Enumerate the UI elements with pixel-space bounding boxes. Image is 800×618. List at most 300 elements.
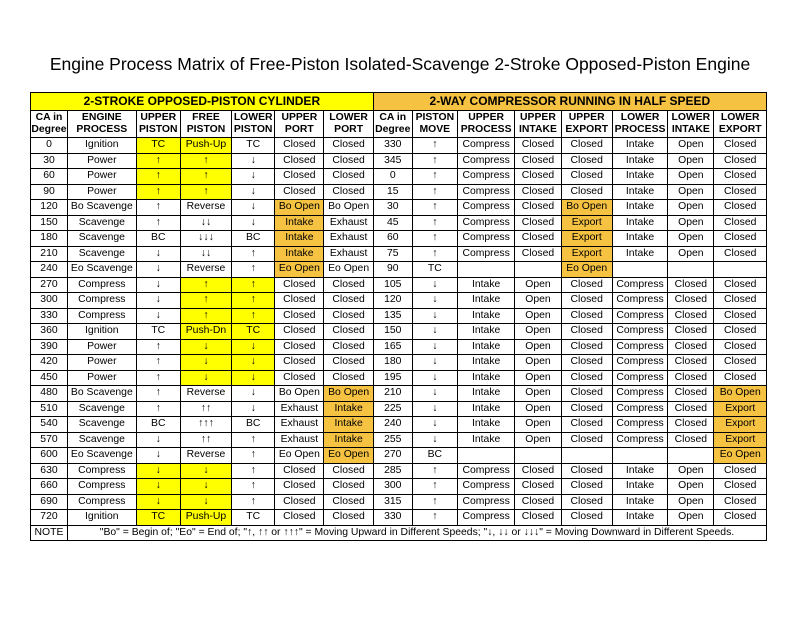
table-cell: 15	[373, 184, 412, 200]
column-header	[275, 111, 324, 138]
table-cell: Power	[67, 184, 136, 200]
table-cell: ↓	[232, 386, 275, 402]
table-cell: Closed	[515, 246, 561, 262]
table-cell: Closed	[275, 370, 324, 386]
table-row	[31, 510, 767, 526]
table-cell: Closed	[515, 200, 561, 216]
table-cell: Compress	[457, 153, 514, 169]
table-cell	[612, 262, 667, 278]
table-cell: ↓	[232, 215, 275, 231]
table-cell: 105	[373, 277, 412, 293]
table-cell: ↓	[136, 308, 180, 324]
table-cell: BC	[232, 417, 275, 433]
table-cell: Compress	[67, 479, 136, 495]
table-cell: Closed	[668, 277, 714, 293]
column-header	[515, 111, 561, 138]
table-cell: Closed	[561, 355, 612, 371]
table-cell: Intake	[457, 417, 514, 433]
column-header	[561, 111, 612, 138]
table-cell	[515, 262, 561, 278]
table-cell: Closed	[324, 479, 373, 495]
table-cell: 75	[373, 246, 412, 262]
table-cell: Eo Open	[275, 262, 324, 278]
column-header-line: FREE	[192, 112, 220, 123]
table-cell: ↓	[232, 370, 275, 386]
table-cell: 390	[31, 339, 68, 355]
table-cell: 570	[31, 432, 68, 448]
column-header-line: PISTON	[186, 124, 226, 135]
table-cell: ↑	[232, 463, 275, 479]
table-cell: Closed	[275, 494, 324, 510]
table-cell: TC	[232, 138, 275, 154]
table-row	[31, 448, 767, 464]
column-header-line: Degree	[375, 124, 411, 135]
table-cell: ↑	[412, 231, 457, 247]
table-cell: Intake	[612, 169, 667, 185]
table-cell	[612, 448, 667, 464]
table-cell: Closed	[275, 324, 324, 340]
table-cell: 300	[373, 479, 412, 495]
table-cell: ↓	[136, 246, 180, 262]
table-cell: ↓	[232, 200, 275, 216]
table-cell: Intake	[457, 370, 514, 386]
table-cell: ↑	[136, 215, 180, 231]
table-cell: 660	[31, 479, 68, 495]
table-cell: Compress	[612, 277, 667, 293]
table-cell: Bo Open	[561, 200, 612, 216]
table-cell	[668, 262, 714, 278]
table-cell: Compress	[67, 463, 136, 479]
table-cell: Compress	[67, 494, 136, 510]
table-cell: 270	[373, 448, 412, 464]
column-header-line: UPPER	[281, 112, 318, 123]
table-cell: Open	[515, 308, 561, 324]
table-row	[31, 169, 767, 185]
column-header-line: ENGINE	[81, 112, 122, 123]
table-cell: TC	[136, 138, 180, 154]
table-cell: Open	[668, 463, 714, 479]
table-cell: ↑	[232, 277, 275, 293]
table-cell	[515, 448, 561, 464]
table-cell: Compress	[612, 355, 667, 371]
table-cell: ↓	[136, 479, 180, 495]
table-cell: Intake	[457, 324, 514, 340]
table-cell	[457, 262, 514, 278]
table-cell: Compress	[457, 200, 514, 216]
table-row	[31, 277, 767, 293]
table-row	[31, 494, 767, 510]
table-cell: Closed	[324, 494, 373, 510]
table-cell: Intake	[324, 432, 373, 448]
column-header-line: PISTON	[139, 124, 178, 135]
table-cell: 195	[373, 370, 412, 386]
column-header-line: LOWER	[671, 112, 711, 123]
table-cell: 315	[373, 494, 412, 510]
table-cell: ↑	[180, 308, 231, 324]
table-cell: Bo Open	[275, 386, 324, 402]
table-cell: Closed	[515, 169, 561, 185]
table-cell: Exhaust	[275, 417, 324, 433]
table-cell: Closed	[668, 293, 714, 309]
note-row	[31, 525, 767, 541]
column-header-line: UPPER	[140, 112, 177, 123]
table-cell	[457, 448, 514, 464]
table-cell: 150	[373, 324, 412, 340]
table-cell: ↓	[180, 339, 231, 355]
table-cell: ↑	[232, 432, 275, 448]
table-cell: Intake	[612, 138, 667, 154]
table-cell: Closed	[561, 463, 612, 479]
table-cell: 180	[31, 231, 68, 247]
table-cell: Push-Dn	[180, 324, 231, 340]
table-cell: Compress	[612, 293, 667, 309]
table-cell: Intake	[324, 401, 373, 417]
table-cell: Compress	[612, 308, 667, 324]
table-cell: Intake	[275, 215, 324, 231]
table-cell: Compress	[457, 169, 514, 185]
table-cell: ↓	[232, 339, 275, 355]
table-cell: 690	[31, 494, 68, 510]
table-cell: ↓	[180, 463, 231, 479]
table-cell: Export	[561, 231, 612, 247]
table-cell: 210	[31, 246, 68, 262]
column-header-line: PROCESS	[460, 124, 512, 135]
table-cell: Intake	[457, 386, 514, 402]
table-cell: Compress	[457, 184, 514, 200]
table-cell: ↑	[136, 339, 180, 355]
table-cell: ↓	[412, 339, 457, 355]
table-cell: Closed	[714, 231, 767, 247]
table-cell: Power	[67, 169, 136, 185]
table-cell: Open	[668, 184, 714, 200]
table-cell: TC	[412, 262, 457, 278]
table-cell: Closed	[324, 339, 373, 355]
table-cell: ↓	[232, 153, 275, 169]
table-cell: Closed	[561, 432, 612, 448]
column-header-line: CA in	[379, 112, 407, 123]
table-cell: Power	[67, 370, 136, 386]
table-cell: 0	[31, 138, 68, 154]
table-cell: Scavenge	[67, 231, 136, 247]
table-cell: Compress	[457, 479, 514, 495]
table-cell: ↓	[412, 324, 457, 340]
column-header-line: CA in	[35, 112, 63, 123]
column-header-line: INTAKE	[519, 124, 557, 135]
column-header-line: PISTON	[233, 124, 273, 135]
group-header-cylinder: 2-STROKE OPPOSED-PISTON CYLINDER	[31, 93, 374, 111]
table-cell: Closed	[561, 293, 612, 309]
table-cell: Exhaust	[275, 401, 324, 417]
table-cell: ↑	[180, 169, 231, 185]
table-cell: Scavenge	[67, 417, 136, 433]
table-cell: ↓	[412, 355, 457, 371]
table-cell: Open	[668, 231, 714, 247]
table-cell: Closed	[714, 138, 767, 154]
table-cell: Exhaust	[275, 432, 324, 448]
table-cell: ↑	[412, 169, 457, 185]
table-cell: Open	[515, 293, 561, 309]
table-cell: ↑	[412, 215, 457, 231]
table-cell: 480	[31, 386, 68, 402]
table-cell: Reverse	[180, 200, 231, 216]
table-cell: Compress	[612, 370, 667, 386]
table-cell: ↓	[232, 401, 275, 417]
table-cell: Closed	[561, 169, 612, 185]
column-header	[412, 111, 457, 138]
table-cell: Closed	[714, 324, 767, 340]
column-header	[612, 111, 667, 138]
table-cell: Compress	[612, 401, 667, 417]
table-cell: ↑	[180, 153, 231, 169]
table-cell: Closed	[714, 277, 767, 293]
table-cell: Closed	[714, 510, 767, 526]
table-cell: Closed	[275, 479, 324, 495]
table-cell: Reverse	[180, 262, 231, 278]
table-cell: Intake	[457, 339, 514, 355]
table-cell: Closed	[275, 463, 324, 479]
table-cell: 225	[373, 401, 412, 417]
table-cell: ↓↓	[180, 246, 231, 262]
table-row	[31, 153, 767, 169]
table-cell: Closed	[668, 401, 714, 417]
table-cell: ↑	[412, 184, 457, 200]
table-cell: ↑	[232, 479, 275, 495]
table-cell: Scavenge	[67, 246, 136, 262]
table-cell: ↓	[232, 184, 275, 200]
table-cell: ↓	[180, 355, 231, 371]
table-cell: ↑↑	[180, 401, 231, 417]
table-cell: 240	[31, 262, 68, 278]
table-cell: ↑	[412, 246, 457, 262]
table-row	[31, 324, 767, 340]
table-cell: ↑	[180, 184, 231, 200]
table-cell: Closed	[668, 417, 714, 433]
table-cell: Compress	[67, 293, 136, 309]
table-cell: Closed	[275, 153, 324, 169]
table-cell: ↑	[412, 510, 457, 526]
column-header-line: LOWER	[329, 112, 368, 123]
table-cell: 120	[31, 200, 68, 216]
table-cell: Open	[515, 386, 561, 402]
table-cell: 360	[31, 324, 68, 340]
table-cell: ↑	[232, 308, 275, 324]
table-cell: Closed	[515, 463, 561, 479]
table-cell: 540	[31, 417, 68, 433]
table-cell: Export	[714, 432, 767, 448]
table-cell: Export	[561, 215, 612, 231]
note-label: NOTE	[31, 525, 68, 541]
table-cell: Open	[515, 339, 561, 355]
table-cell: Intake	[612, 246, 667, 262]
table-cell: Closed	[668, 355, 714, 371]
table-cell: Ignition	[67, 324, 136, 340]
table-cell: Eo Open	[275, 448, 324, 464]
table-row	[31, 200, 767, 216]
table-cell: Closed	[561, 277, 612, 293]
table-cell: Intake	[275, 246, 324, 262]
table-cell: Intake	[457, 401, 514, 417]
table-cell: Closed	[714, 370, 767, 386]
table-cell: Closed	[561, 510, 612, 526]
table-cell: Closed	[275, 138, 324, 154]
table-cell: Intake	[612, 184, 667, 200]
table-cell: ↓↓↓	[180, 231, 231, 247]
table-cell: Exhaust	[324, 215, 373, 231]
table-cell: BC	[136, 231, 180, 247]
table-cell: Export	[561, 246, 612, 262]
table-cell: Closed	[275, 339, 324, 355]
table-cell: ↑	[232, 262, 275, 278]
table-cell: Closed	[324, 463, 373, 479]
table-cell: Closed	[324, 510, 373, 526]
table-cell: Closed	[561, 370, 612, 386]
table-cell: Closed	[714, 293, 767, 309]
table-cell: Closed	[561, 308, 612, 324]
table-cell: 0	[373, 169, 412, 185]
table-cell: 90	[31, 184, 68, 200]
table-row	[31, 184, 767, 200]
table-row	[31, 355, 767, 371]
table-cell: Open	[668, 246, 714, 262]
table-cell: Closed	[515, 138, 561, 154]
table-cell: ↓	[412, 308, 457, 324]
engine-process-matrix	[30, 92, 767, 541]
table-cell: Compress	[457, 463, 514, 479]
table-cell: Closed	[515, 215, 561, 231]
table-cell: 30	[373, 200, 412, 216]
table-cell: 180	[373, 355, 412, 371]
table-cell: Open	[668, 494, 714, 510]
table-cell: Closed	[324, 370, 373, 386]
table-cell: 450	[31, 370, 68, 386]
table-cell: Closed	[324, 308, 373, 324]
table-cell: 210	[373, 386, 412, 402]
table-row	[31, 386, 767, 402]
table-cell: Compress	[457, 215, 514, 231]
table-cell: Closed	[324, 153, 373, 169]
table-cell: ↓	[136, 494, 180, 510]
table-cell: Intake	[457, 277, 514, 293]
table-cell: Compress	[67, 308, 136, 324]
table-cell: ↓	[136, 448, 180, 464]
table-cell: 285	[373, 463, 412, 479]
table-cell: Closed	[275, 308, 324, 324]
table-row	[31, 417, 767, 433]
table-cell: Open	[668, 215, 714, 231]
table-cell: Closed	[714, 355, 767, 371]
group-header-compressor: 2-WAY COMPRESSOR RUNNING IN HALF SPEED	[373, 93, 766, 111]
table-cell: ↑	[180, 293, 231, 309]
table-cell: 510	[31, 401, 68, 417]
table-cell: Closed	[515, 153, 561, 169]
table-cell: ↑	[232, 246, 275, 262]
table-cell: Bo Open	[714, 386, 767, 402]
table-cell: Closed	[324, 277, 373, 293]
table-cell: Compress	[612, 432, 667, 448]
table-cell: Compress	[457, 510, 514, 526]
table-cell	[714, 262, 767, 278]
table-cell: Closed	[714, 463, 767, 479]
column-header-line: INTAKE	[671, 124, 710, 135]
table-cell: Intake	[612, 153, 667, 169]
table-cell: BC	[412, 448, 457, 464]
table-cell: Ignition	[67, 138, 136, 154]
table-row	[31, 339, 767, 355]
table-cell: Closed	[668, 432, 714, 448]
column-header-line: EXPORT	[718, 124, 762, 135]
table-cell: Open	[515, 277, 561, 293]
table-cell: Closed	[561, 494, 612, 510]
table-cell: Push-Up	[180, 138, 231, 154]
table-cell: ↑	[412, 138, 457, 154]
table-cell: ↓	[412, 277, 457, 293]
table-cell: Reverse	[180, 448, 231, 464]
table-cell: ↑	[180, 277, 231, 293]
table-cell: 255	[373, 432, 412, 448]
table-cell: Closed	[714, 494, 767, 510]
table-cell: Closed	[515, 510, 561, 526]
table-row	[31, 246, 767, 262]
table-cell: Open	[668, 138, 714, 154]
table-cell: Open	[515, 355, 561, 371]
table-cell: Closed	[275, 293, 324, 309]
table-cell: ↑	[136, 153, 180, 169]
table-cell: Closed	[668, 386, 714, 402]
table-cell: Closed	[714, 308, 767, 324]
table-cell: Closed	[561, 324, 612, 340]
table-cell: Bo Scavenge	[67, 200, 136, 216]
table-cell: ↑	[412, 200, 457, 216]
table-cell: ↓	[412, 401, 457, 417]
table-row	[31, 262, 767, 278]
column-header-line: Degree	[31, 124, 67, 135]
table-cell: Compress	[612, 339, 667, 355]
table-cell: Reverse	[180, 386, 231, 402]
column-header	[136, 111, 180, 138]
table-row	[31, 138, 767, 154]
table-cell: Closed	[561, 386, 612, 402]
table-cell: Export	[714, 401, 767, 417]
table-cell: ↓	[412, 417, 457, 433]
column-header	[232, 111, 275, 138]
table-cell: Bo Open	[275, 200, 324, 216]
column-header-line: UPPER	[568, 112, 605, 123]
table-cell: Closed	[275, 510, 324, 526]
table-cell: 270	[31, 277, 68, 293]
table-row	[31, 370, 767, 386]
table-cell: Closed	[561, 401, 612, 417]
table-cell: Closed	[324, 324, 373, 340]
table-cell: Closed	[714, 153, 767, 169]
table-cell: ↑↑	[180, 432, 231, 448]
table-cell: ↑	[232, 494, 275, 510]
table-cell: 330	[31, 308, 68, 324]
table-cell: Closed	[515, 231, 561, 247]
table-cell: Closed	[714, 479, 767, 495]
table-cell: ↓	[136, 262, 180, 278]
table-row	[31, 293, 767, 309]
table-cell: 330	[373, 138, 412, 154]
table-cell: Closed	[561, 153, 612, 169]
table-cell: Eo Open	[324, 448, 373, 464]
table-cell: BC	[232, 231, 275, 247]
table-row	[31, 401, 767, 417]
table-cell: 120	[373, 293, 412, 309]
table-cell: ↓	[136, 293, 180, 309]
table-cell: Intake	[457, 293, 514, 309]
table-cell: ↑	[412, 463, 457, 479]
column-header-line: LOWER	[720, 112, 760, 123]
